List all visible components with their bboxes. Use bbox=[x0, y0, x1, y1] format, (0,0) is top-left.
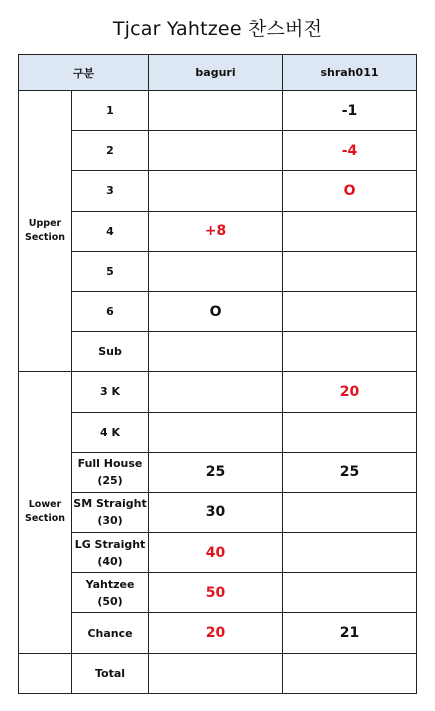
row-category-label: 3 K bbox=[72, 372, 149, 412]
score-cell-player-1: 20 bbox=[149, 613, 283, 653]
score-cell-player-2 bbox=[283, 251, 417, 291]
table-row bbox=[19, 533, 417, 573]
total-section-blank bbox=[19, 653, 72, 693]
row-category-label: Yahtzee (50) bbox=[72, 573, 149, 613]
lower-section-label: Lower Section bbox=[19, 372, 72, 653]
score-cell-player-1: O bbox=[149, 291, 283, 331]
score-cell-player-2: 25 bbox=[283, 452, 417, 492]
score-cell-player-1 bbox=[149, 332, 283, 372]
header-category: 구분 bbox=[19, 55, 149, 91]
table-row bbox=[19, 372, 417, 412]
score-cell-player-1 bbox=[149, 412, 283, 452]
table-row bbox=[19, 573, 417, 613]
table-row bbox=[19, 131, 417, 171]
score-cell-player-2 bbox=[283, 653, 417, 693]
score-cell-player-2 bbox=[283, 211, 417, 251]
score-cell-player-1 bbox=[149, 91, 283, 131]
row-category-label: Chance bbox=[72, 613, 149, 653]
header-row bbox=[19, 55, 417, 91]
row-category-label: 6 bbox=[72, 291, 149, 331]
header-player-2: shrah011 bbox=[283, 55, 417, 91]
table-row bbox=[19, 91, 417, 131]
table-row bbox=[19, 332, 417, 372]
row-category-label: LG Straight (40) bbox=[72, 533, 149, 573]
score-cell-player-2: 21 bbox=[283, 613, 417, 653]
row-category-label: 5 bbox=[72, 251, 149, 291]
row-category-label: Total bbox=[72, 653, 149, 693]
score-cell-player-2 bbox=[283, 332, 417, 372]
row-category-label: 4 bbox=[72, 211, 149, 251]
score-cell-player-1: 50 bbox=[149, 573, 283, 613]
score-cell-player-1 bbox=[149, 372, 283, 412]
upper-section-label: Upper Section bbox=[19, 91, 72, 372]
table-row bbox=[19, 613, 417, 653]
score-cell-player-1: +8 bbox=[149, 211, 283, 251]
header-player-1: baguri bbox=[149, 55, 283, 91]
table-row bbox=[19, 211, 417, 251]
score-cell-player-2 bbox=[283, 412, 417, 452]
score-cell-player-2: -4 bbox=[283, 131, 417, 171]
table-row bbox=[19, 653, 417, 693]
score-rows bbox=[19, 91, 417, 694]
score-cell-player-1 bbox=[149, 251, 283, 291]
score-cell-player-1 bbox=[149, 131, 283, 171]
table-row bbox=[19, 171, 417, 211]
score-cell-player-2 bbox=[283, 533, 417, 573]
table-row bbox=[19, 412, 417, 452]
score-cell-player-2: O bbox=[283, 171, 417, 211]
score-cell-player-1 bbox=[149, 653, 283, 693]
row-category-label: Full House (25) bbox=[72, 452, 149, 492]
page-title: Tjcar Yahtzee 찬스버전 bbox=[112, 18, 323, 40]
score-table bbox=[18, 54, 417, 694]
score-cell-player-1: 40 bbox=[149, 533, 283, 573]
row-category-label: Sub bbox=[72, 332, 149, 372]
table-row bbox=[19, 251, 417, 291]
score-cell-player-2 bbox=[283, 492, 417, 532]
row-category-label: 3 bbox=[72, 171, 149, 211]
score-cell-player-1: 25 bbox=[149, 452, 283, 492]
score-cell-player-2: 20 bbox=[283, 372, 417, 412]
score-cell-player-2: -1 bbox=[283, 91, 417, 131]
score-cell-player-1: 30 bbox=[149, 492, 283, 532]
score-cell-player-2 bbox=[283, 573, 417, 613]
table-row bbox=[19, 452, 417, 492]
table-row bbox=[19, 291, 417, 331]
row-category-label: 2 bbox=[72, 131, 149, 171]
row-category-label: SM Straight (30) bbox=[72, 492, 149, 532]
score-cell-player-2 bbox=[283, 291, 417, 331]
score-cell-player-1 bbox=[149, 171, 283, 211]
row-category-label: 4 K bbox=[72, 412, 149, 452]
row-category-label: 1 bbox=[72, 91, 149, 131]
table-row bbox=[19, 492, 417, 532]
